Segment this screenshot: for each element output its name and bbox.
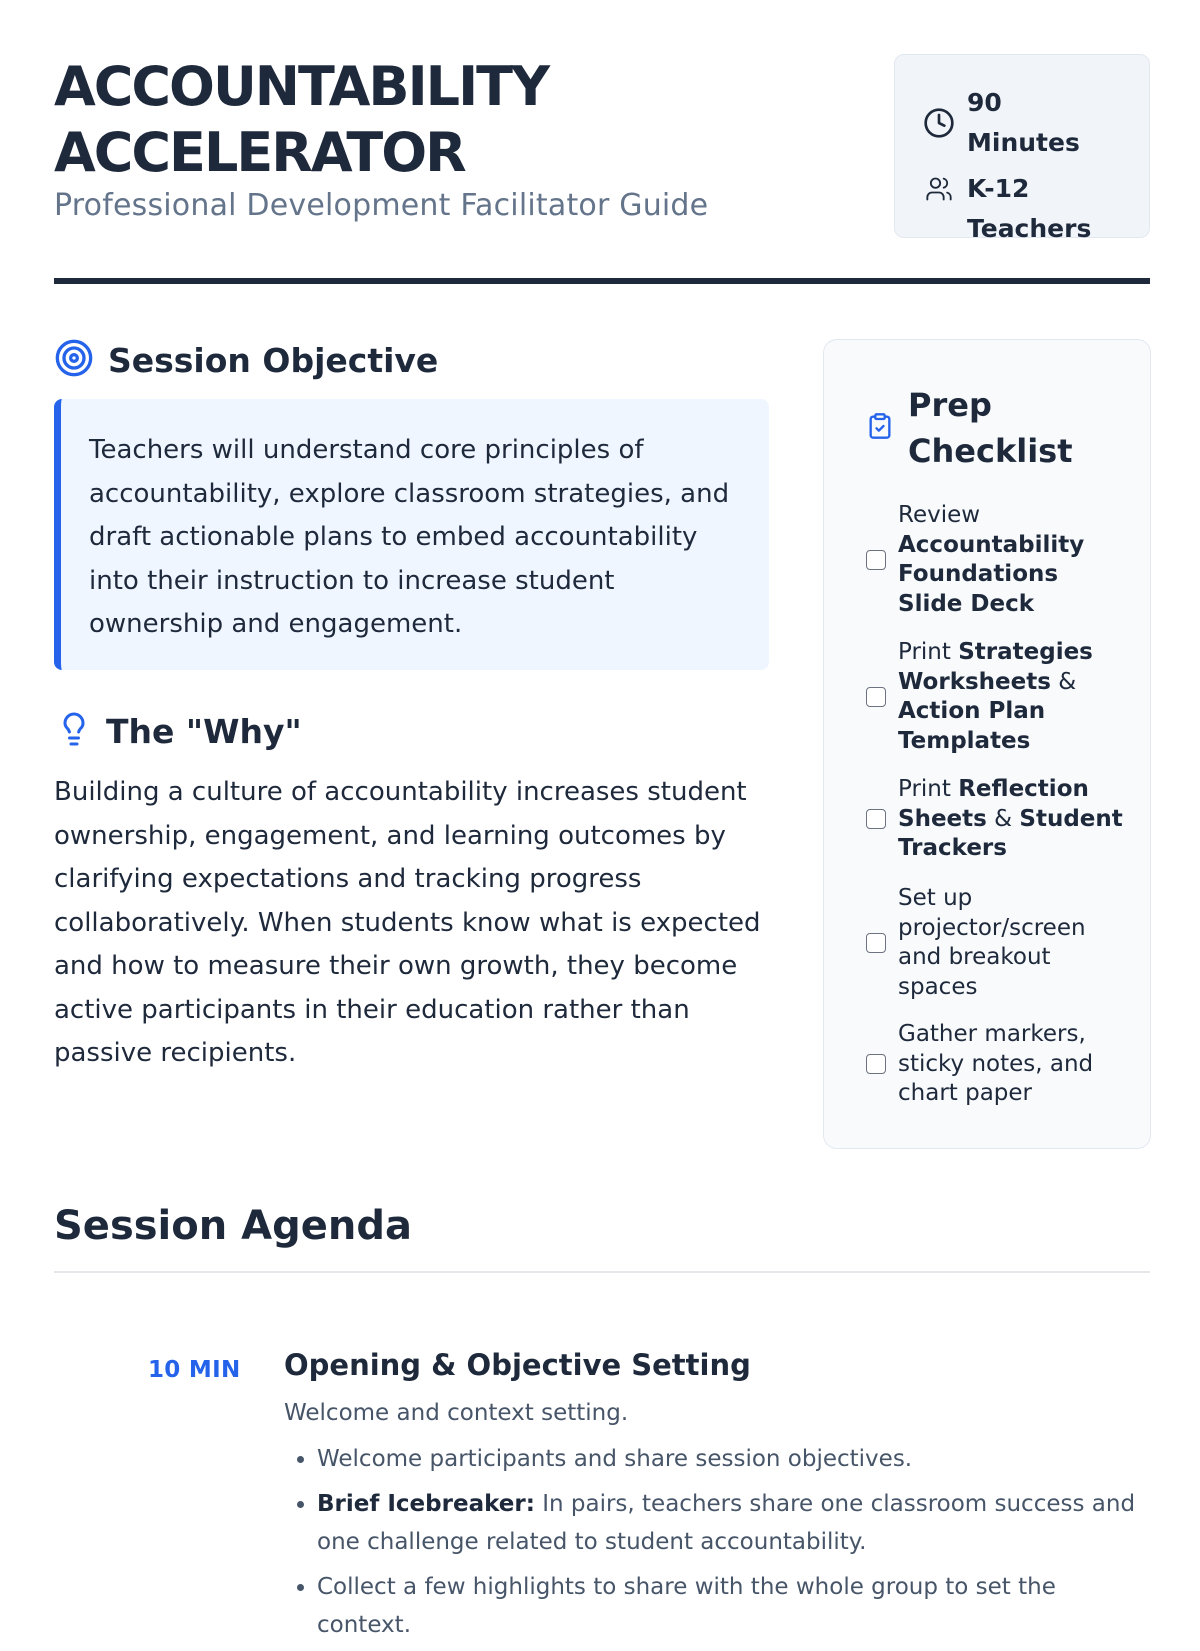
checklist-item-label: Gather markers, sticky notes, and chart paper — [898, 1021, 1094, 1106]
checklist-item-label: Set up projector/screen and breakout spaces — [898, 885, 1086, 1000]
users-icon — [923, 173, 955, 205]
prep-checklist-card — [823, 339, 1151, 1149]
target-icon — [54, 338, 94, 383]
agenda-item-title: Opening & Objective Setting — [284, 1348, 751, 1382]
lightbulb-icon — [56, 709, 92, 754]
agenda-bullet: • Collect a few highlights to share with the whole group to set the context. — [317, 1568, 1144, 1645]
title-line-2: ACCELERATOR — [54, 121, 465, 184]
header-divider — [54, 278, 1150, 284]
audience-text: K-12 Teachers — [967, 174, 1092, 243]
page-header — [54, 54, 1150, 284]
objective-heading-row — [54, 338, 438, 383]
agenda-item-bullets — [317, 1440, 1144, 1645]
checkbox[interactable] — [866, 1054, 886, 1074]
page-subtitle: Professional Development Facilitator Guide — [54, 188, 709, 223]
clock-icon — [923, 107, 955, 139]
duration-row — [923, 83, 1149, 163]
checklist-heading-row — [866, 382, 1088, 474]
checklist-item[interactable] — [866, 884, 1126, 1002]
checkbox[interactable] — [866, 687, 886, 707]
title-line-1: ACCOUNTABILITY — [54, 55, 549, 118]
duration-text: 90 Minutes — [967, 88, 1080, 157]
checklist-item[interactable] — [866, 638, 1126, 756]
audience-row — [923, 169, 1149, 249]
agenda-heading: Session Agenda — [54, 1203, 412, 1249]
checkbox[interactable] — [866, 933, 886, 953]
checklist-item[interactable] — [866, 501, 1126, 619]
agenda-item-time: 10 MIN — [148, 1357, 241, 1383]
session-meta-box — [894, 54, 1150, 243]
agenda-bullet: • Brief Icebreaker: In pairs, teachers share one classroom success and one challenge related to student accountability. — [317, 1485, 1144, 1562]
why-heading: The "Why" — [106, 712, 302, 751]
agenda-item-description: Welcome and context setting. — [284, 1400, 629, 1426]
checkbox[interactable] — [866, 550, 886, 570]
checklist-heading: Prep Checklist — [908, 386, 1073, 470]
why-paragraph: Building a culture of accountability increases student ownership, engagement, and learning outcomes by clarifying expectations and tracking progress collaboratively. When students know what is expected and how to measure their own growth, they become active participants in their education rather than passive recipients. — [54, 777, 761, 1068]
checklist-item[interactable] — [866, 775, 1126, 864]
agenda-item — [284, 1348, 1144, 1651]
agenda-bullet: • Welcome participants and share session objectives. — [317, 1440, 1144, 1479]
checklist-item-label: Print Reflection Sheets & Student Trackers — [898, 776, 1123, 861]
why-heading-row — [56, 709, 302, 754]
checklist-item-label: Review Accountability Foundations Slide Deck — [898, 502, 1085, 617]
checkbox[interactable] — [866, 809, 886, 829]
objective-heading: Session Objective — [108, 341, 439, 380]
page-title — [54, 54, 814, 186]
objective-callout: Teachers will understand core principles of accountability, explore classroom strategies, and draft actionable plans to embed accountability into their instruction to increase student ownership and engagement. — [54, 399, 769, 670]
checklist-item-label: Print Strategies Worksheets & Action Plan Templates — [898, 639, 1093, 754]
agenda-divider — [54, 1271, 1150, 1273]
checklist-item[interactable] — [866, 1020, 1126, 1109]
clipboard-check-icon — [866, 410, 894, 447]
